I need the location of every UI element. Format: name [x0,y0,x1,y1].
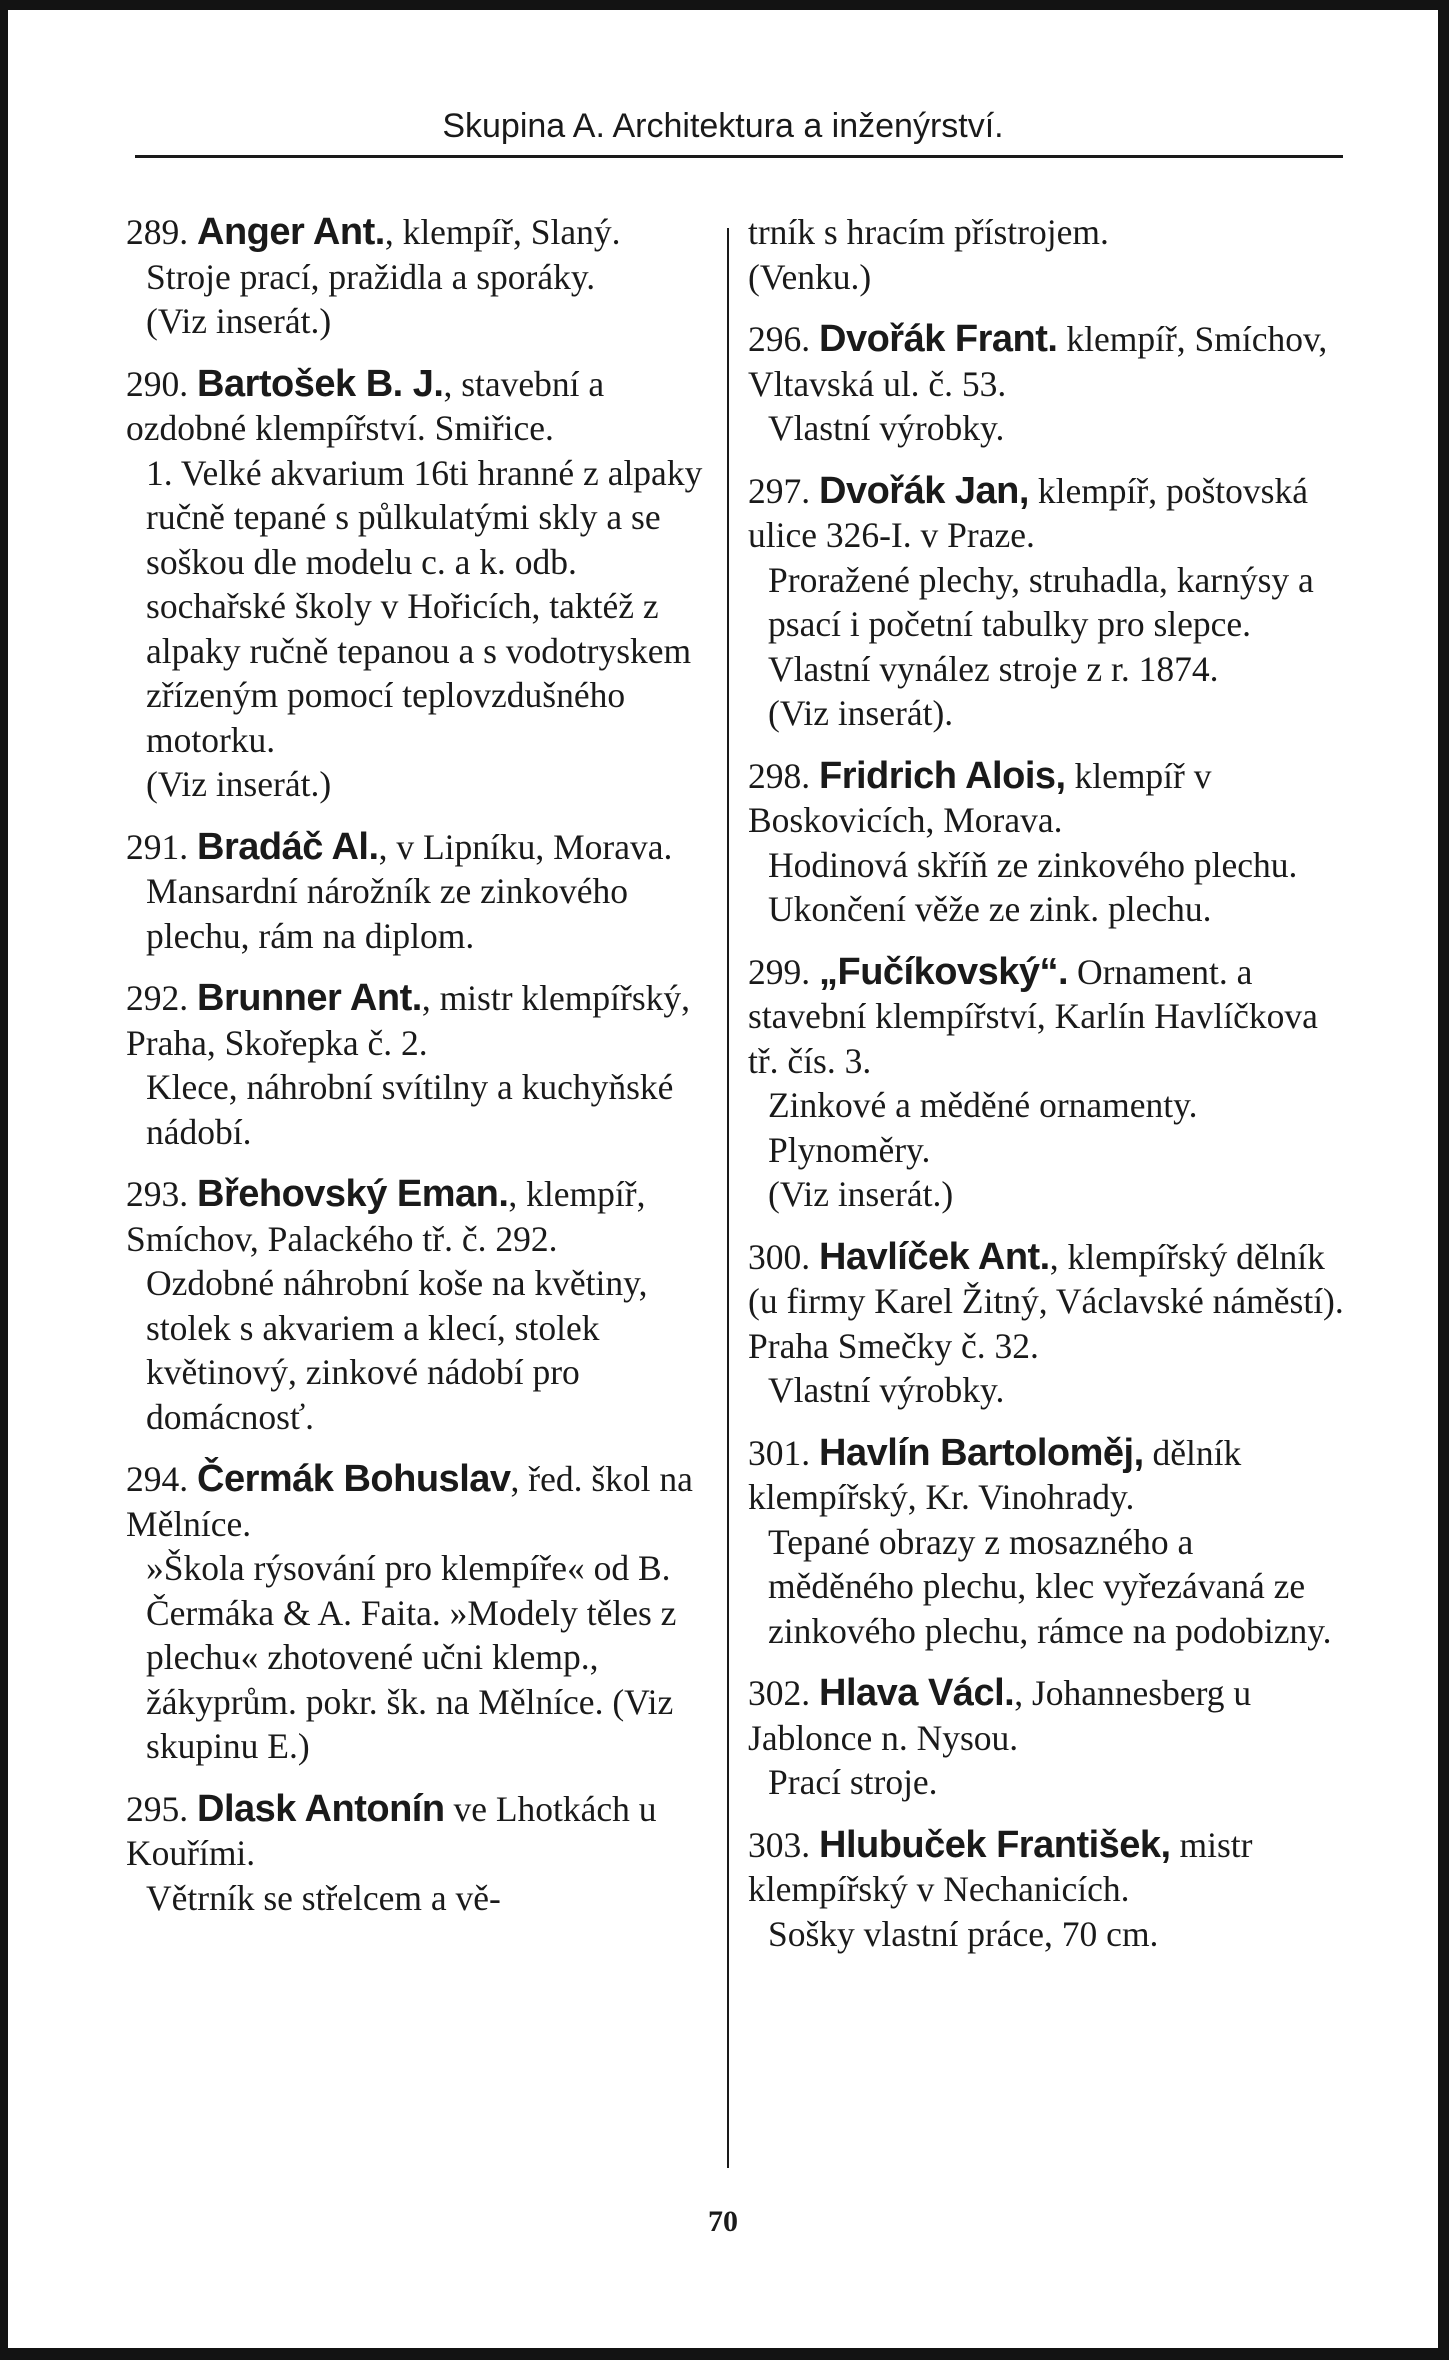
exhibitor-details: mistr klempířský v Nechanicích. [748,1824,1253,1909]
entry-lead [126,1787,714,1876]
catalog-entry [126,1787,714,1921]
exhibitor-name: Anger Ant. [197,211,385,253]
catalog-entry [748,317,1348,451]
entry-description: Mansardní nárožník ze zinkového plechu, rám na diplom. [146,871,629,956]
exhibitor-details: , mistr klempířský, Praha, Skořepka č. 2. [126,978,691,1063]
exhibitor-name: Bartošek B. J. [197,362,444,405]
continuation-line: trník s hracím přístrojem. [748,212,1109,252]
entry-description: Větrník se střelcem a vě- [146,1877,501,1918]
entry-lead [748,1823,1348,1912]
catalog-entry [748,469,1348,736]
entry-number: 302. [748,1673,811,1713]
exhibitor-name: Dvořák Jan, [819,469,1029,512]
exhibitor-name: Hlubuček František, [819,1823,1171,1866]
entry-description: Vlastní vynález stroje z r. 1874. [768,648,1219,689]
exhibitor-details: klempíř v Boskovicích, Morava. [748,755,1212,840]
entry-lead [126,976,714,1065]
entry-description: (Viz inserát.) [146,301,332,341]
exhibitor-name: Fridrich Alois, [819,754,1066,797]
entry-lead [126,362,714,451]
entry-lead [748,317,1348,406]
entry-number: 293. [126,1174,189,1214]
exhibitor-name: Havlíček Ant. [819,1235,1050,1278]
page-number: 70 [708,2205,738,2238]
exhibitor-details: klempíř, Smíchov, Vltavská ul. č. 53. [748,319,1328,404]
exhibitor-details: dělník klempířský, Kr. Vinohrady. [748,1432,1242,1517]
entry-description: Proražené plechy, struhadla, karnýsy a psací i početní tabulky pro slepce. [768,559,1314,644]
catalog-entry [748,1823,1348,1957]
exhibitor-details: , v Lipníku, Morava. [378,826,673,867]
entry-number: 297. [748,470,811,511]
entry-description: (Viz inserát). [768,693,954,733]
exhibitor-details: , klempířský dělník (u firmy Karel Žitný, Václavské náměstí). Praha Smečky č. 32. [748,1236,1344,1366]
exhibitor-details: , klempíř, Slaný. [384,212,621,252]
catalog-entry [126,362,714,807]
entry-number: 296. [748,319,811,359]
entry-lead [126,210,714,255]
exhibitor-name: Hlava Václ. [819,1672,1015,1714]
entry-lead [126,825,714,870]
right-entries [748,317,1348,1956]
catalog-entry [748,1431,1348,1654]
entry-lead [126,1457,714,1546]
entry-number: 291. [126,826,189,867]
catalog-entry [748,754,1348,932]
left-column [126,210,714,1938]
right-column [748,210,1348,1974]
exhibitor-name: „Fučíkovský“. [819,950,1069,993]
exhibitor-name: Bradáč Al. [197,825,379,868]
entry-number: 301. [748,1432,811,1473]
entry-description: Sošky vlastní práce, 70 cm. [768,1913,1159,1954]
running-header: Skupina A. Architektura a inženýrství. [442,107,1004,145]
continuation-line: (Venku.) [748,256,872,297]
entry-lead [126,1172,714,1261]
exhibitor-name: Dlask Antonín [197,1787,445,1830]
exhibitor-details: Ornament. a stavební klempířství, Karlín Havlíčkova tř. čís. 3. [748,951,1318,1081]
entry-number: 290. [126,363,189,404]
catalog-page [8,10,1438,2348]
catalog-entry [748,1235,1348,1413]
exhibitor-details: , řed. škol na Mělníce. [126,1459,693,1544]
column-divider [727,228,729,2168]
catalog-entry [748,950,1348,1217]
entry-lead [748,754,1348,843]
entry-description: Prací stroje. [768,1762,938,1802]
entry-lead [748,469,1348,558]
entry-description: Zinkové a měděné ornamenty. Plynoměry. [768,1085,1198,1170]
entry-lead [748,950,1348,1084]
entry-description: Hodinová skříň ze zinkového plechu. Ukončení věže ze zink. plechu. [768,844,1298,929]
catalog-entry [126,210,714,344]
catalog-entry [126,1457,714,1769]
entry-number: 300. [748,1236,811,1277]
exhibitor-details: , stavební a ozdobné klempířství. Smiřice. [126,363,605,448]
entry-description: Vlastní výrobky. [768,1370,1005,1410]
entry-number: 295. [126,1788,189,1829]
entry-description: Stroje prací, pražidla a sporáky. [146,256,596,297]
entry-description: Tepané obrazy z mosazného a měděného plechu, klec vyřezávaná ze zinkového plechu, rámce na podobizny. [768,1521,1332,1651]
entry-number: 294. [126,1459,189,1499]
catalog-entry [748,1671,1348,1805]
entry-number: 303. [748,1824,811,1865]
entry-description: (Viz inserát.) [768,1174,954,1214]
entry-number: 292. [126,978,189,1018]
exhibitor-details: ve Lhotkách u Kouřími. [126,1788,657,1873]
catalog-entry [126,976,714,1154]
entry-number: 298. [748,755,811,796]
entry-lead [748,1235,1348,1369]
entry-number: 299. [748,951,811,992]
entry-description: 1. Velké akvarium 16ti hranné z alpaky ručně tepané s půlkulatými skly a se soškou dle modelu c. a k. odb. sochařské školy v Hořicích, taktéž z alpaky ručně tepanou a s vodotryskem zřízeným pomocí teplovzdušného motorku. [146,452,703,760]
entry-lead [748,1431,1348,1520]
exhibitor-details: , Johannesberg u Jablonce n. Nysou. [748,1673,1252,1758]
entry-description: Vlastní výrobky. [768,408,1005,448]
exhibitor-name: Brunner Ant. [197,977,422,1019]
entry-description: Ozdobné náhrobní koše na květiny, stolek s akvariem a klecí, stolek květinový, zinkové nádobí pro domácnosť. [146,1263,648,1437]
exhibitor-name: Čermák Bohuslav [197,1458,511,1500]
catalog-entry [126,825,714,959]
entry-number: 289. [126,212,189,252]
entry-description: »Škola rýsování pro klempíře« od B. Čermáka & A. Faita. »Modely těles z plechu« zhotovené učni klemp., žákyprům. pokr. šk. na Mělníce. (Viz skupinu E.) [146,1548,677,1766]
exhibitor-name: Havlín Bartoloměj, [819,1431,1144,1474]
exhibitor-name: Dvořák Frant. [819,318,1058,360]
entry-description: (Viz inserát.) [146,764,332,804]
exhibitor-details: , klempíř, Smíchov, Palackého tř. č. 292. [126,1174,646,1259]
catalog-entry [126,1172,714,1439]
exhibitor-name: Břehovský Eman. [197,1173,509,1215]
continuation-text [748,210,1348,299]
entry-description: Klece, náhrobní svítilny a kuchyňské nádobí. [146,1067,674,1152]
header-rule [135,155,1343,158]
entry-lead [748,1671,1348,1760]
exhibitor-details: klempíř, poštovská ulice 326-I. v Praze. [748,470,1308,555]
